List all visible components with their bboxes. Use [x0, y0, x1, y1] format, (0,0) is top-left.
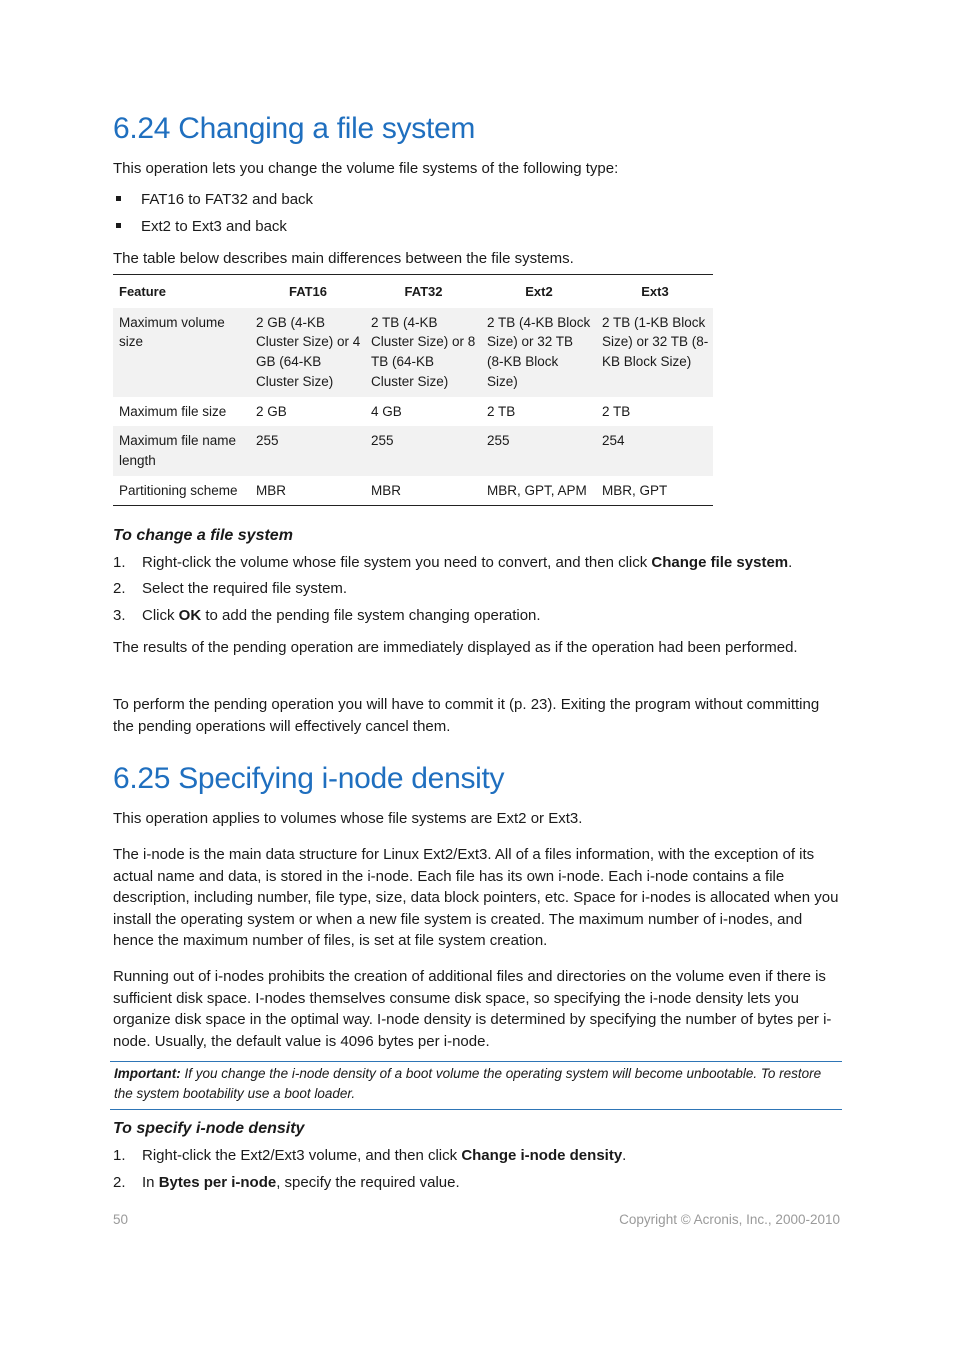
square-bullet-icon [116, 196, 121, 201]
table-cell: Maximum volume size [113, 308, 250, 397]
inode-description: The i-node is the main data structure for Linux Ext2/Ext3. All of a files information, with the exception of its actual name and data, is stored in the i-node. Each file has its own i-node. Each i-node contains a file description, including number, file type, size, data block pointers, etc. Space for i-nodes is allocated when you install the operating system or when a new file system is created. The maximum number of i-nodes, and hence the maximum number of files, is set at file system creation. [113, 846, 839, 949]
table-cell: 2 TB [487, 403, 516, 419]
table-cell: 254 [596, 426, 713, 475]
results-paragraph: The results of the pending operation are immediately displayed as if the operation had been performed. [113, 639, 798, 656]
table-row [113, 476, 713, 506]
table-intro: The table below describes main differences between the file systems. [113, 250, 574, 267]
table-cell: 2 TB [602, 403, 631, 419]
note-label: Important: [114, 1066, 181, 1081]
table-cell: 2 GB [256, 403, 287, 419]
inode-density-paragraph: Running out of i-nodes prohibits the creation of additional files and directories on the volume even if there is sufficient disk space. I-nodes themselves consume disk space, so specifying the i-node density lets you organize disk space in the optimal way. I-node density is determined by specifying the number of bytes per i-node. Usually, the default value is 4096 bytes per i-node. [113, 968, 832, 1050]
table-cell: 255 [250, 426, 365, 475]
table-cell: Partitioning scheme [119, 482, 238, 498]
section2-intro: This operation applies to volumes whose file systems are Ext2 or Ext3. [113, 810, 583, 827]
column-header: Ext3 [641, 284, 669, 299]
note-text: If you change the i-node density of a boot volume the operating system will become unbootable. To restore the system bootability use a boot loader. [114, 1066, 822, 1101]
table-cell: MBR [371, 482, 401, 498]
step-item: 2. In Bytes per i-node, specify the required value. [113, 1174, 460, 1191]
column-header: Feature [119, 284, 166, 299]
step-item: 1. Right-click the volume whose file system you need to convert, and then click Change file system. [113, 554, 793, 571]
table-header-row [113, 275, 713, 308]
table-cell: Maximum file name length [113, 426, 250, 475]
table-cell: 2 GB (4-KB Cluster Size) or 4 GB (64-KB Cluster Size) [250, 308, 365, 397]
file-system-comparison-table [113, 274, 713, 506]
table-cell: MBR, GPT [602, 482, 668, 498]
commit-paragraph: To perform the pending operation you will have to commit it (p. 23). Exiting the program without committing the pending operations will effectively cancel them. [113, 696, 820, 735]
table-cell: 4 GB [371, 403, 402, 419]
step-item: 1. Right-click the Ext2/Ext3 volume, and then click Change i-node density. [113, 1147, 627, 1164]
column-header: FAT16 [288, 284, 328, 299]
column-header: FAT32 [404, 284, 443, 299]
procedure-title: To change a file system [113, 527, 293, 544]
table-row [113, 426, 713, 475]
section1-intro: This operation lets you change the volume file systems of the following type: [113, 160, 619, 177]
table-cell: Maximum file size [119, 403, 227, 419]
procedure-title: To specify i-node density [113, 1120, 305, 1137]
table-cell: 255 [365, 426, 481, 475]
copyright-notice: Copyright © Acronis, Inc., 2000-2010 [619, 1212, 840, 1227]
table-cell: 2 TB (4-KB Block Size) or 32 TB (8-KB Block Size) [481, 308, 596, 397]
step-item: 2. Select the required file system. [113, 580, 348, 597]
important-note [110, 1061, 842, 1110]
column-header: Ext2 [525, 284, 553, 299]
page-number: 50 [113, 1212, 129, 1227]
square-bullet-icon [116, 223, 121, 228]
section-title-6-25: 6.25 Specifying i-node density [113, 762, 505, 795]
table-cell: MBR [256, 482, 286, 498]
table-cell: 2 TB (1-KB Block Size) or 32 TB (8-KB Block Size) [596, 308, 713, 397]
table-row [113, 308, 713, 397]
table-cell: 255 [481, 426, 596, 475]
table-cell: MBR, GPT, APM [487, 482, 587, 498]
table-row [113, 397, 713, 427]
section-title-6-24: 6.24 Changing a file system [113, 112, 476, 145]
bullet-item: FAT16 to FAT32 and back [113, 190, 313, 210]
step-item: 3. Click OK to add the pending file system changing operation. [113, 607, 541, 624]
table-cell: 2 TB (4-KB Cluster Size) or 8 TB (64-KB Cluster Size) [365, 308, 481, 397]
bullet-item: Ext2 to Ext3 and back [113, 217, 287, 237]
